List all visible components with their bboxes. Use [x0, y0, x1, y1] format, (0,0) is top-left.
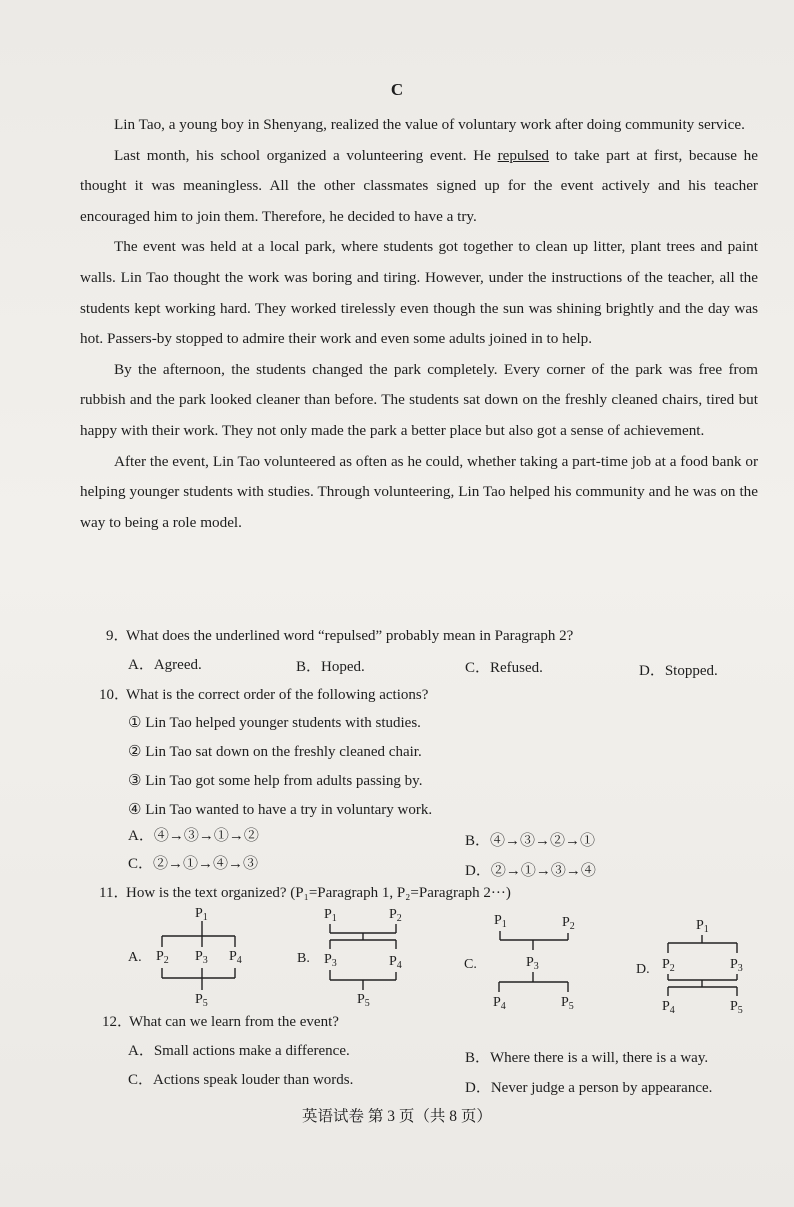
question-11-number: 11．	[99, 885, 129, 901]
paragraph-2-text-a: Last month, his school organized a volunteering event. He	[114, 146, 498, 164]
diag-d-label-p4: $P_4$	[662, 999, 675, 1016]
q12-option-d[interactable]: D．Never judge a person by appearance.	[465, 1080, 713, 1096]
q11-option-a[interactable]	[125, 902, 255, 1012]
q11-option-b[interactable]	[293, 902, 423, 1012]
diag-b-label-p5: $P_5$	[357, 992, 370, 1007]
q12-option-b[interactable]: B．Where there is a will, there is a way.	[465, 1050, 709, 1066]
diag-b-label-p3: $P_3$	[324, 952, 337, 969]
q10-option-b[interactable]: B．④→③→②→①	[465, 833, 596, 849]
diag-a-label-p2: $P_2$	[156, 949, 169, 966]
underlined-word: repulsed	[497, 146, 550, 164]
q9-option-c[interactable]: C．Refused.	[465, 660, 543, 676]
paragraph-5: After the event, Lin Tao volunteered as often as he could, whether taking a part-time job at a food bank or helping younger students with studies. Through volunteering, Lin Tao helped his community and he was on the way to being a role model.	[80, 452, 758, 531]
q11-option-c-letter: C.	[464, 957, 477, 972]
question-10-stem: What is the correct order of the following actions?	[126, 687, 429, 703]
question-11	[99, 883, 511, 903]
paragraph-2-text-b: to take part at first, because he thought it was meaningless. All the other classmates signed up for the event actively and his teacher encouraged him to join them. Therefore, he decided to have a try.	[80, 146, 758, 225]
q10-action-3: ③ Lin Tao got some help from adults passing by.	[128, 773, 423, 789]
question-10	[99, 685, 428, 705]
diag-c-label-p2: $P_2$	[562, 915, 575, 932]
diag-d-label-p3: $P_3$	[730, 957, 743, 974]
q10-option-c[interactable]: C．②→①→④→③	[128, 856, 259, 872]
diag-c-label-p1: $P_1$	[494, 913, 507, 930]
diag-b-label-p4: $P_4$	[389, 954, 402, 971]
question-9-stem: What does the underlined word “repulsed” probably mean in Paragraph 2?	[126, 628, 574, 644]
question-12	[102, 1012, 339, 1032]
diag-d-label-p2: $P_2$	[662, 957, 675, 974]
q12-option-a[interactable]: A．Small actions make a difference.	[128, 1043, 350, 1059]
question-10-number: 10．	[99, 687, 130, 703]
q10-action-2: ② Lin Tao sat down on the freshly cleaned chair.	[128, 744, 422, 760]
diag-c-label-p3: $P_3$	[526, 955, 539, 972]
diag-b-label-p1: $P_1$	[324, 907, 337, 924]
question-12-number: 12．	[102, 1014, 133, 1030]
q10-action-4: ④ Lin Tao wanted to have a try in voluntary work.	[128, 802, 433, 818]
q10-option-a[interactable]: A．④→③→①→②	[128, 828, 259, 844]
reading-passage	[80, 110, 758, 538]
diag-d-label-p1: $P_1$	[696, 918, 709, 935]
paragraph-3: The event was held at a local park, where students got together to clean up litter, plant trees and paint walls. Lin Tao thought the work was boring and tiring. However, under the instructions of the teacher, all the students kept working hard. They worked tirelessly even though the sun was shining brightly and the day was hot. Passers-by stopped to admire their work and even some adults joined in to help.	[80, 238, 758, 348]
section-title: C	[390, 80, 404, 99]
diag-c-label-p4: $P_4$	[493, 995, 506, 1012]
q11-option-a-letter: A.	[128, 950, 142, 965]
q9-option-a[interactable]: A．Agreed.	[128, 657, 202, 673]
diag-a-label-p5: $P_5$	[195, 992, 208, 1007]
q11-option-c[interactable]	[462, 902, 592, 1017]
paragraph-1: Lin Tao, a young boy in Shenyang, realized the value of voluntary work after doing community service.	[114, 116, 745, 133]
q11-option-d-letter: D.	[636, 962, 650, 977]
q11-option-d[interactable]	[634, 908, 764, 1023]
diag-a-label-p3: $P_3$	[195, 949, 208, 966]
q12-option-c[interactable]: C．Actions speak louder than words.	[128, 1072, 354, 1088]
q9-option-b[interactable]: B．Hoped.	[296, 659, 365, 675]
q10-action-1: ① Lin Tao helped younger students with studies.	[128, 715, 421, 731]
page-footer: 英语试卷 第 3 页（共 8 页）	[302, 1108, 492, 1125]
question-11-stem: How is the text organized? (P₁=Paragraph 1, P₂=Paragraph 2···)	[126, 885, 511, 901]
diag-a-label-p4: $P_4$	[229, 949, 242, 966]
diag-d-label-p5: $P_5$	[730, 999, 743, 1016]
q10-option-d[interactable]: D．②→①→③→④	[465, 863, 596, 879]
question-9-number: 9．	[106, 628, 129, 644]
paragraph-4: By the afternoon, the students changed the park completely. Every corner of the park was free from rubbish and the park looked cleaner than before. The students sat down on the freshly cleaned chairs, tired but happy with their work. They not only made the park a better place but also got a sense of achievement.	[80, 360, 758, 439]
diag-c-label-p5: $P_5$	[561, 995, 574, 1012]
paragraph-2	[80, 141, 758, 233]
question-12-stem: What can we learn from the event?	[129, 1014, 339, 1030]
diag-a-label-p1: $P_1$	[195, 906, 208, 923]
q9-option-d[interactable]: D．Stopped.	[639, 663, 718, 679]
q11-option-b-letter: B.	[297, 951, 310, 966]
question-9	[106, 626, 573, 646]
diag-b-label-p2: $P_2$	[389, 907, 402, 924]
